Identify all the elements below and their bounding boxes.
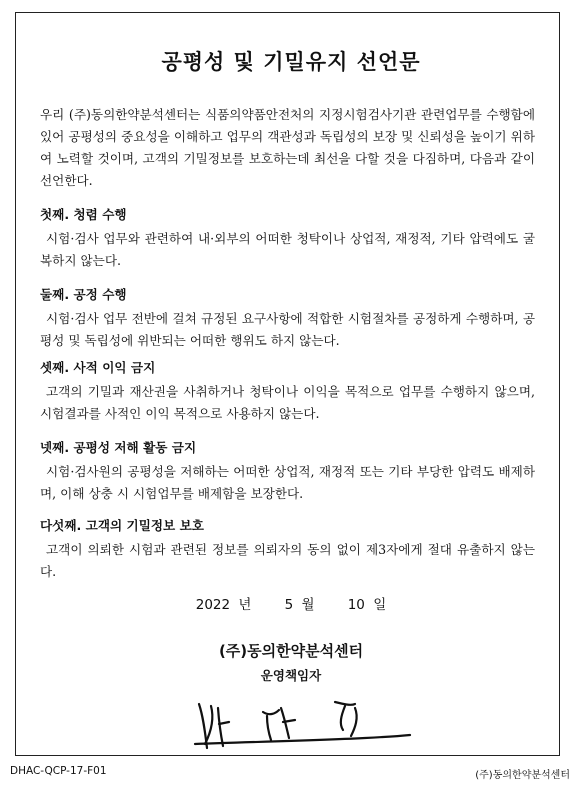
- footer-organization: (주)동의한약분석센터: [475, 770, 570, 781]
- section-heading: 둘째. 공정 수행: [40, 287, 127, 302]
- organization-name: (주)동의한약분석센터: [218, 642, 364, 660]
- section-body: 시험·검사원의 공평성을 저해하는 어떠한 상업적, 재정적 또는 기타 부당한 압력도 배제하며, 이해 상충 시 시험업무를 배제함을 보장한다.: [40, 464, 535, 501]
- document-code: DHAC-QCP-17-F01: [10, 765, 107, 777]
- section-body: 시험·검사 업무와 관련하여 내·외부의 어떠한 청탁이나 상업적, 재정적, 기타 압력에도 굴복하지 않는다.: [40, 231, 535, 268]
- date-day-unit: 일: [373, 597, 387, 613]
- section-body: 시험·검사 업무 전반에 걸쳐 규정된 요구사항에 적합한 시험절차를 공정하게 수행하며, 공평성 및 독립성에 위반되는 어떠한 행위도 하지 않는다.: [40, 311, 535, 348]
- date-year-unit: 년: [238, 597, 252, 613]
- section-4: [40, 438, 535, 505]
- date-day: 10: [347, 597, 365, 613]
- date-month-unit: 월: [301, 597, 315, 613]
- section-2: [40, 285, 535, 352]
- section-heading: 넷째. 공평성 저해 활동 금지: [40, 440, 197, 455]
- signatory-role: 운영책임자: [260, 668, 322, 683]
- intro-paragraph: 우리 (주)동의한약분석센터는 식품의약품안전처의 지정시험검사기관 관련업무를 수행함에 있어 공평성의 중요성을 이해하고 업무의 객관성과 독립성의 보장 및 신뢰성을 높이기 위하여 노력할 것이며, 고객의 기밀정보를 보호하는데 최선을 다할 것을 다짐하며, 다음과 같이 선언한다.: [40, 107, 535, 188]
- section-heading: 다섯째. 고객의 기밀정보 보호: [40, 518, 204, 533]
- section-body: 고객이 의뢰한 시험과 관련된 정보를 의뢰자의 동의 없이 제3자에게 절대 유출하지 않는다.: [40, 542, 535, 579]
- section-1: [40, 205, 535, 272]
- declaration-date: [0, 593, 582, 613]
- section-3: [40, 358, 535, 425]
- section-heading: 셋째. 사적 이익 금지: [40, 360, 156, 375]
- document-title: 공평성 및 기밀유지 선언문: [161, 50, 421, 74]
- section-heading: 첫째. 청렴 수행: [40, 207, 127, 222]
- date-month: 5: [284, 597, 294, 613]
- section-body: 고객의 기밀과 재산권을 사취하거나 청탁이나 이익을 목적으로 업무를 수행하지 않으며, 시험결과를 사적인 이익 목적으로 사용하지 않는다.: [40, 384, 535, 421]
- handwritten-signature: [185, 686, 415, 756]
- section-5: [40, 516, 535, 583]
- date-year: 2022: [195, 597, 231, 613]
